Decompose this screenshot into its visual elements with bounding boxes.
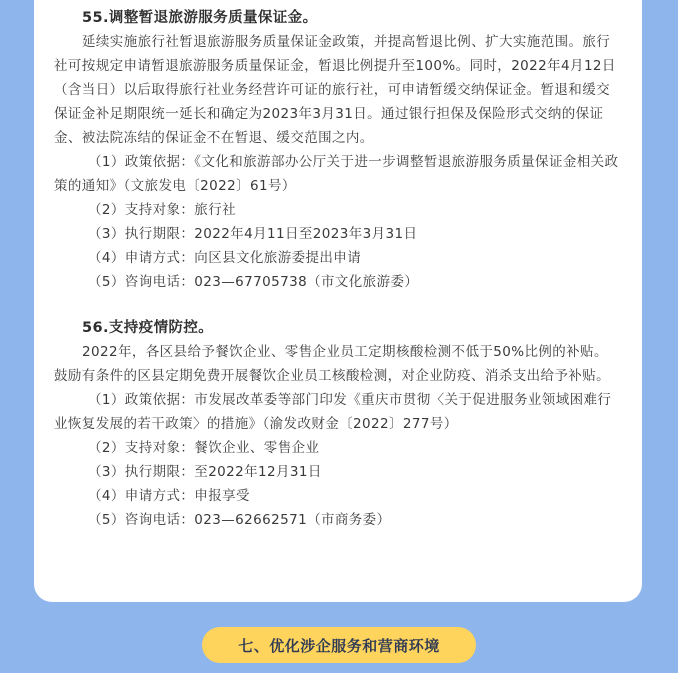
section-56-contact: （5）咨询电话：023—62662571（市商务委）	[88, 512, 391, 528]
section-55-contact: （5）咨询电话：023—67705738（市文化旅游委）	[88, 274, 419, 290]
section-7-banner: 七、优化涉企服务和营商环境	[202, 627, 476, 663]
section-55-title: 55.调整暂退旅游服务质量保证金。	[82, 10, 318, 26]
section-55-period: （3）执行期限：2022年4月11日至2023年3月31日	[88, 226, 418, 242]
section-56-body: 2022年，各区县给予餐饮企业、零售企业员工定期核酸检测不低于50%比例的补贴。鼓励有条件的区县定期免费开展餐饮企业员工核酸检测，对企业防疫、消杀支出给予补贴。	[54, 344, 610, 384]
section-56-period: （3）执行期限：至2022年12月31日	[88, 464, 322, 480]
section-56-apply: （4）申请方式：申报享受	[88, 488, 250, 504]
section-56-basis: （1）政策依据：市发展改革委等部门印发《重庆市贯彻〈关于促进服务业领域困难行业恢复发展的若干政策〉的措施》（渝发改财金〔2022〕277号）	[54, 392, 612, 432]
section-55-body: 延续实施旅行社暂退旅游服务质量保证金政策，并提高暂退比例、扩大实施范围。旅行社可按规定申请暂退旅游服务质量保证金，暂退比例提升至100%。同时，2022年4月12日（含当日）以后取得旅行社业务经营许可证的旅行社，可申请暂缓交纳保证金。暂退和缓交保证金补足期限统一延长和确定为2023年3月31日。通过银行担保及保险形式交纳的保证金、被法院冻结的保证金不在暂退、缓交范围之内。	[54, 34, 616, 146]
section-55-target: （2）支持对象：旅行社	[88, 202, 236, 218]
section-spacer	[54, 294, 620, 316]
section-56-target: （2）支持对象：餐饮企业、零售企业	[88, 440, 320, 456]
section-55-basis: （1）政策依据：《文化和旅游部办公厅关于进一步调整暂退旅游服务质量保证金相关政策的通知》（文旅发电〔2022〕61号）	[54, 154, 619, 194]
content-card	[34, 0, 642, 602]
section-56-title: 56.支持疫情防控。	[82, 320, 214, 336]
section-55-apply: （4）申请方式：向区县文化旅游委提出申请	[88, 250, 362, 266]
